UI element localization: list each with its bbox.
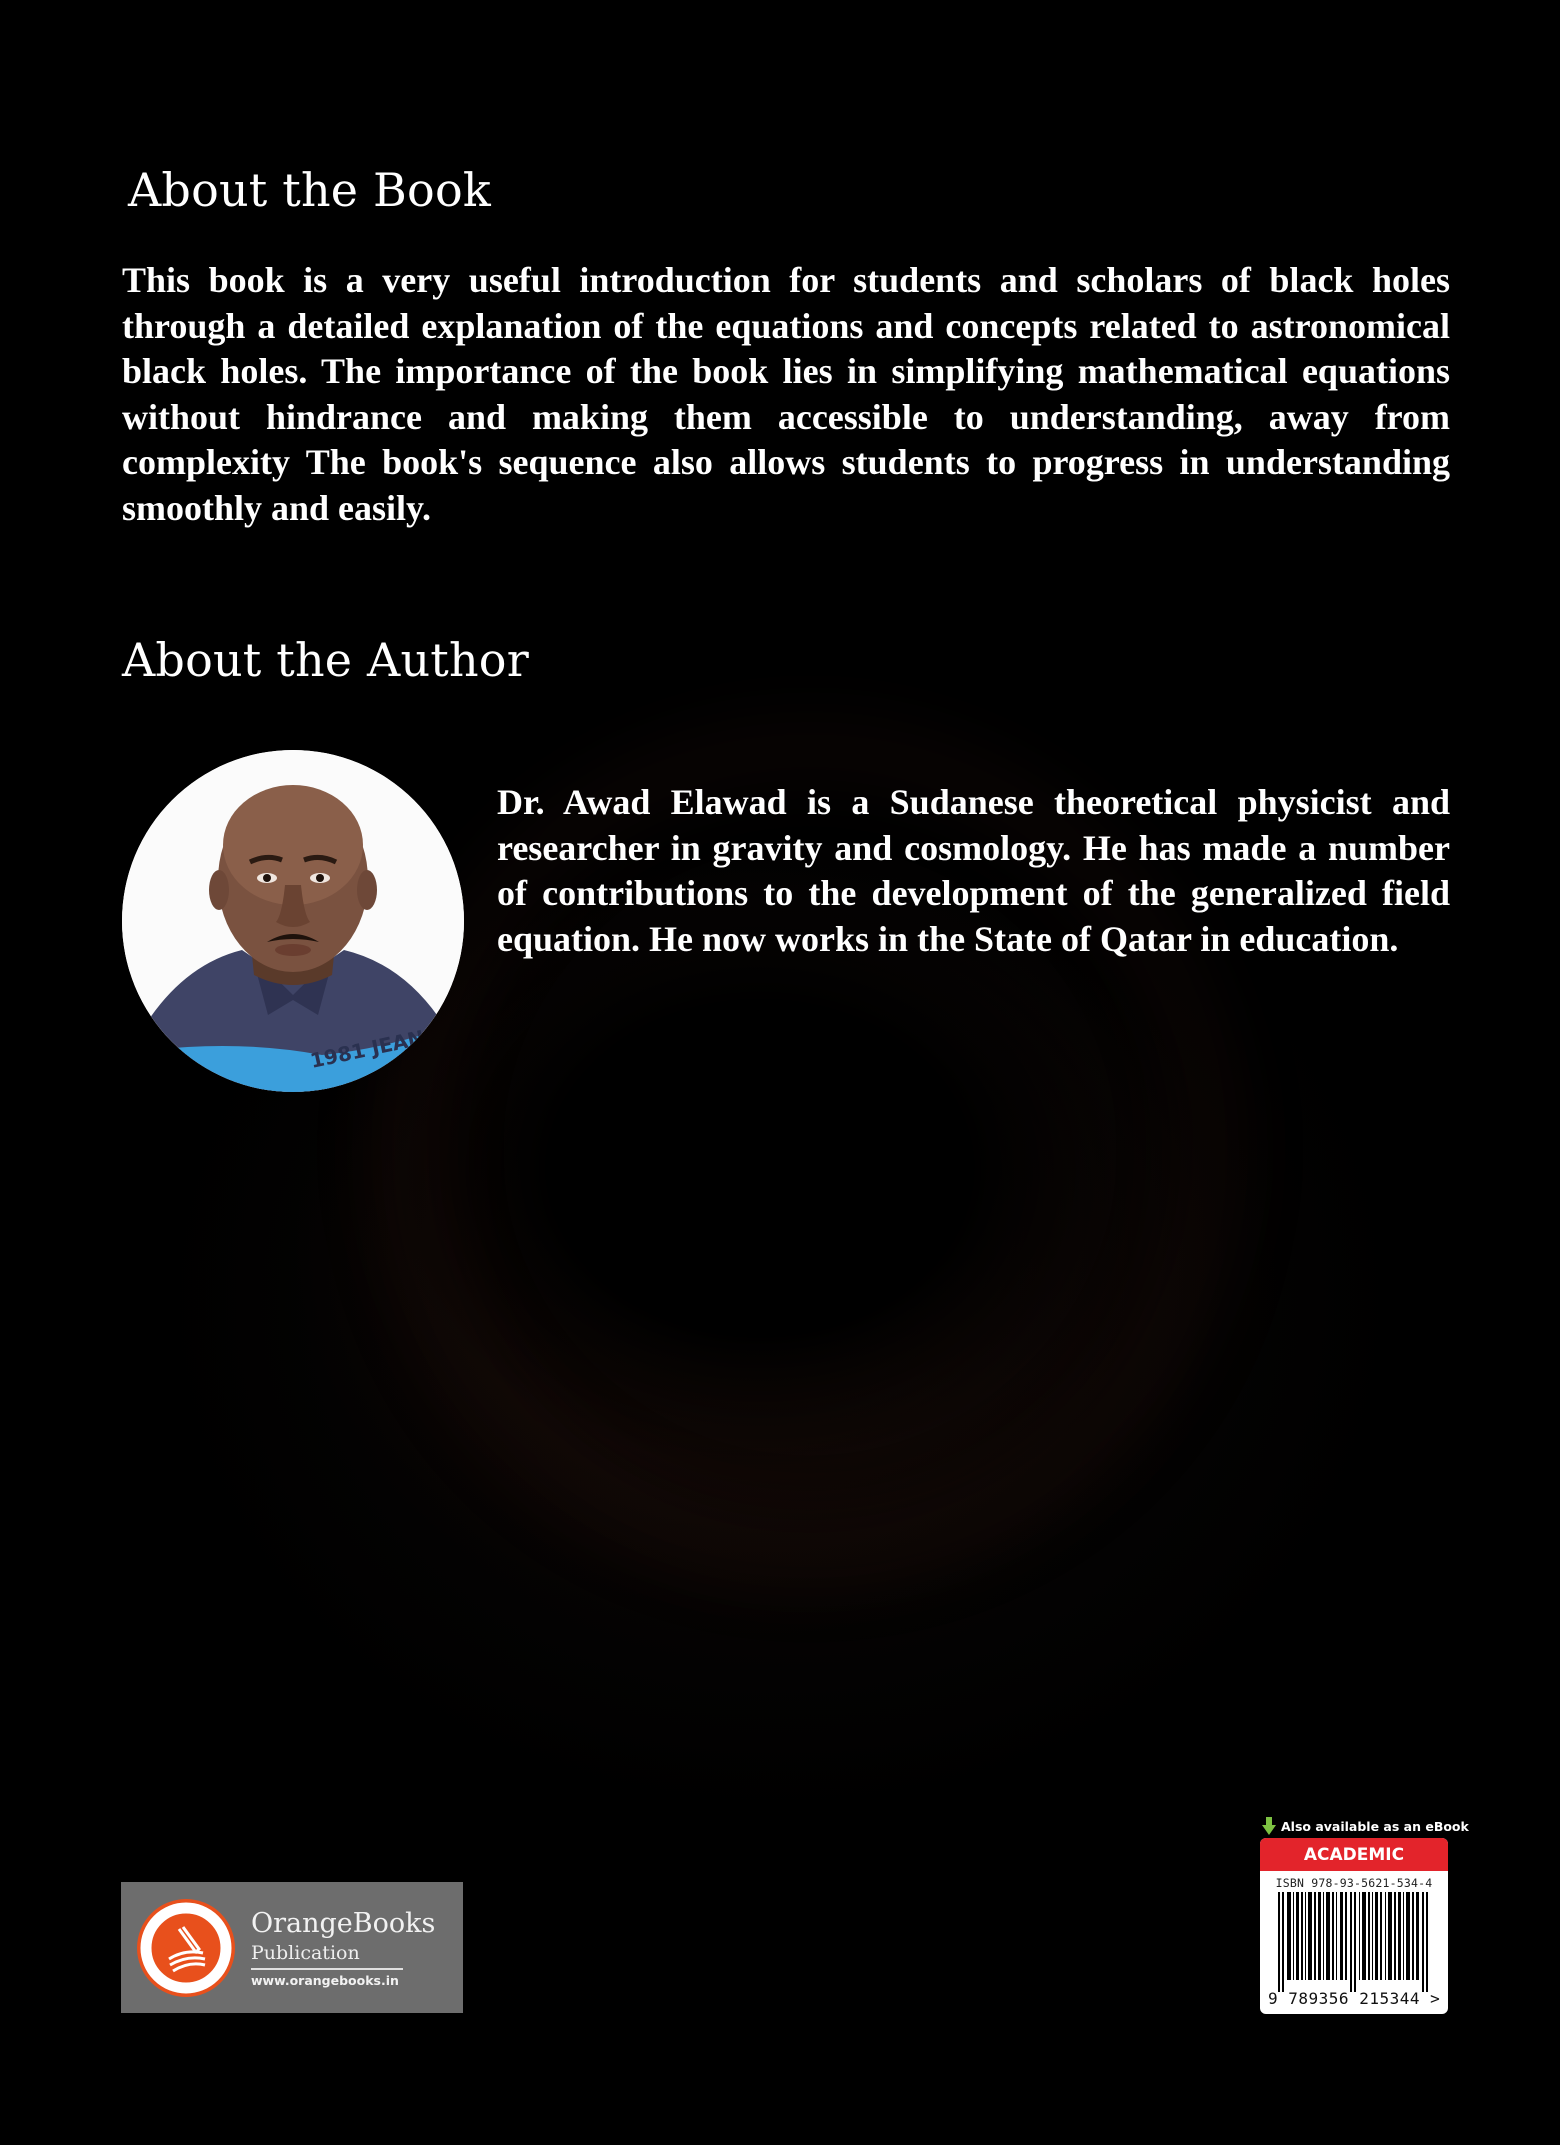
publisher-logo-mark: [137, 1899, 235, 1997]
author-portrait-icon: [122, 750, 464, 1092]
about-book-text: This book is a very useful introduction for students and scholars of black holes through a detailed explanation of the equations and concepts related to astronomical black holes. The importance of the book lies in simplifying mathematical equations without hindrance and making them accessible to understanding, away from complexity The book's sequence also allows students to progress in understanding smoothly and easily.: [122, 260, 1450, 528]
isbn-barcode-box: [1260, 1838, 1448, 2014]
publisher-subtitle: Publication: [251, 1940, 403, 1970]
barcode-icon: [1274, 1892, 1434, 1992]
ebook-note-text: Also available as an eBook: [1281, 1818, 1469, 1834]
about-author-heading: About the Author: [122, 633, 529, 687]
book-pages-icon: [137, 1899, 235, 1997]
ebook-availability-note: [1262, 1817, 1469, 1835]
publisher-url[interactable]: www.orangebooks.in: [251, 1972, 399, 1988]
down-arrow-icon: [1262, 1817, 1276, 1835]
isbn-label: ISBN 978-93-5621-534-4: [1275, 1876, 1433, 1890]
isbn-digits: 9 789356 215344 >: [1268, 1989, 1441, 2008]
publisher-name: OrangeBooks: [251, 1907, 436, 1939]
svg-text:1981 JEANS: 1981 JEANS: [308, 1022, 441, 1073]
publisher-logo[interactable]: [121, 1882, 463, 2013]
author-photo: [122, 750, 464, 1092]
about-book-heading: About the Book: [128, 163, 491, 217]
category-banner: ACADEMIC: [1260, 1838, 1448, 1871]
about-author-text: Dr. Awad Elawad is a Sudanese theoretical physicist and researcher in gravity and cosmology. He has made a number of contributions to the development of the generalized field equation. He now works in the State of Qatar in education.: [497, 782, 1450, 959]
